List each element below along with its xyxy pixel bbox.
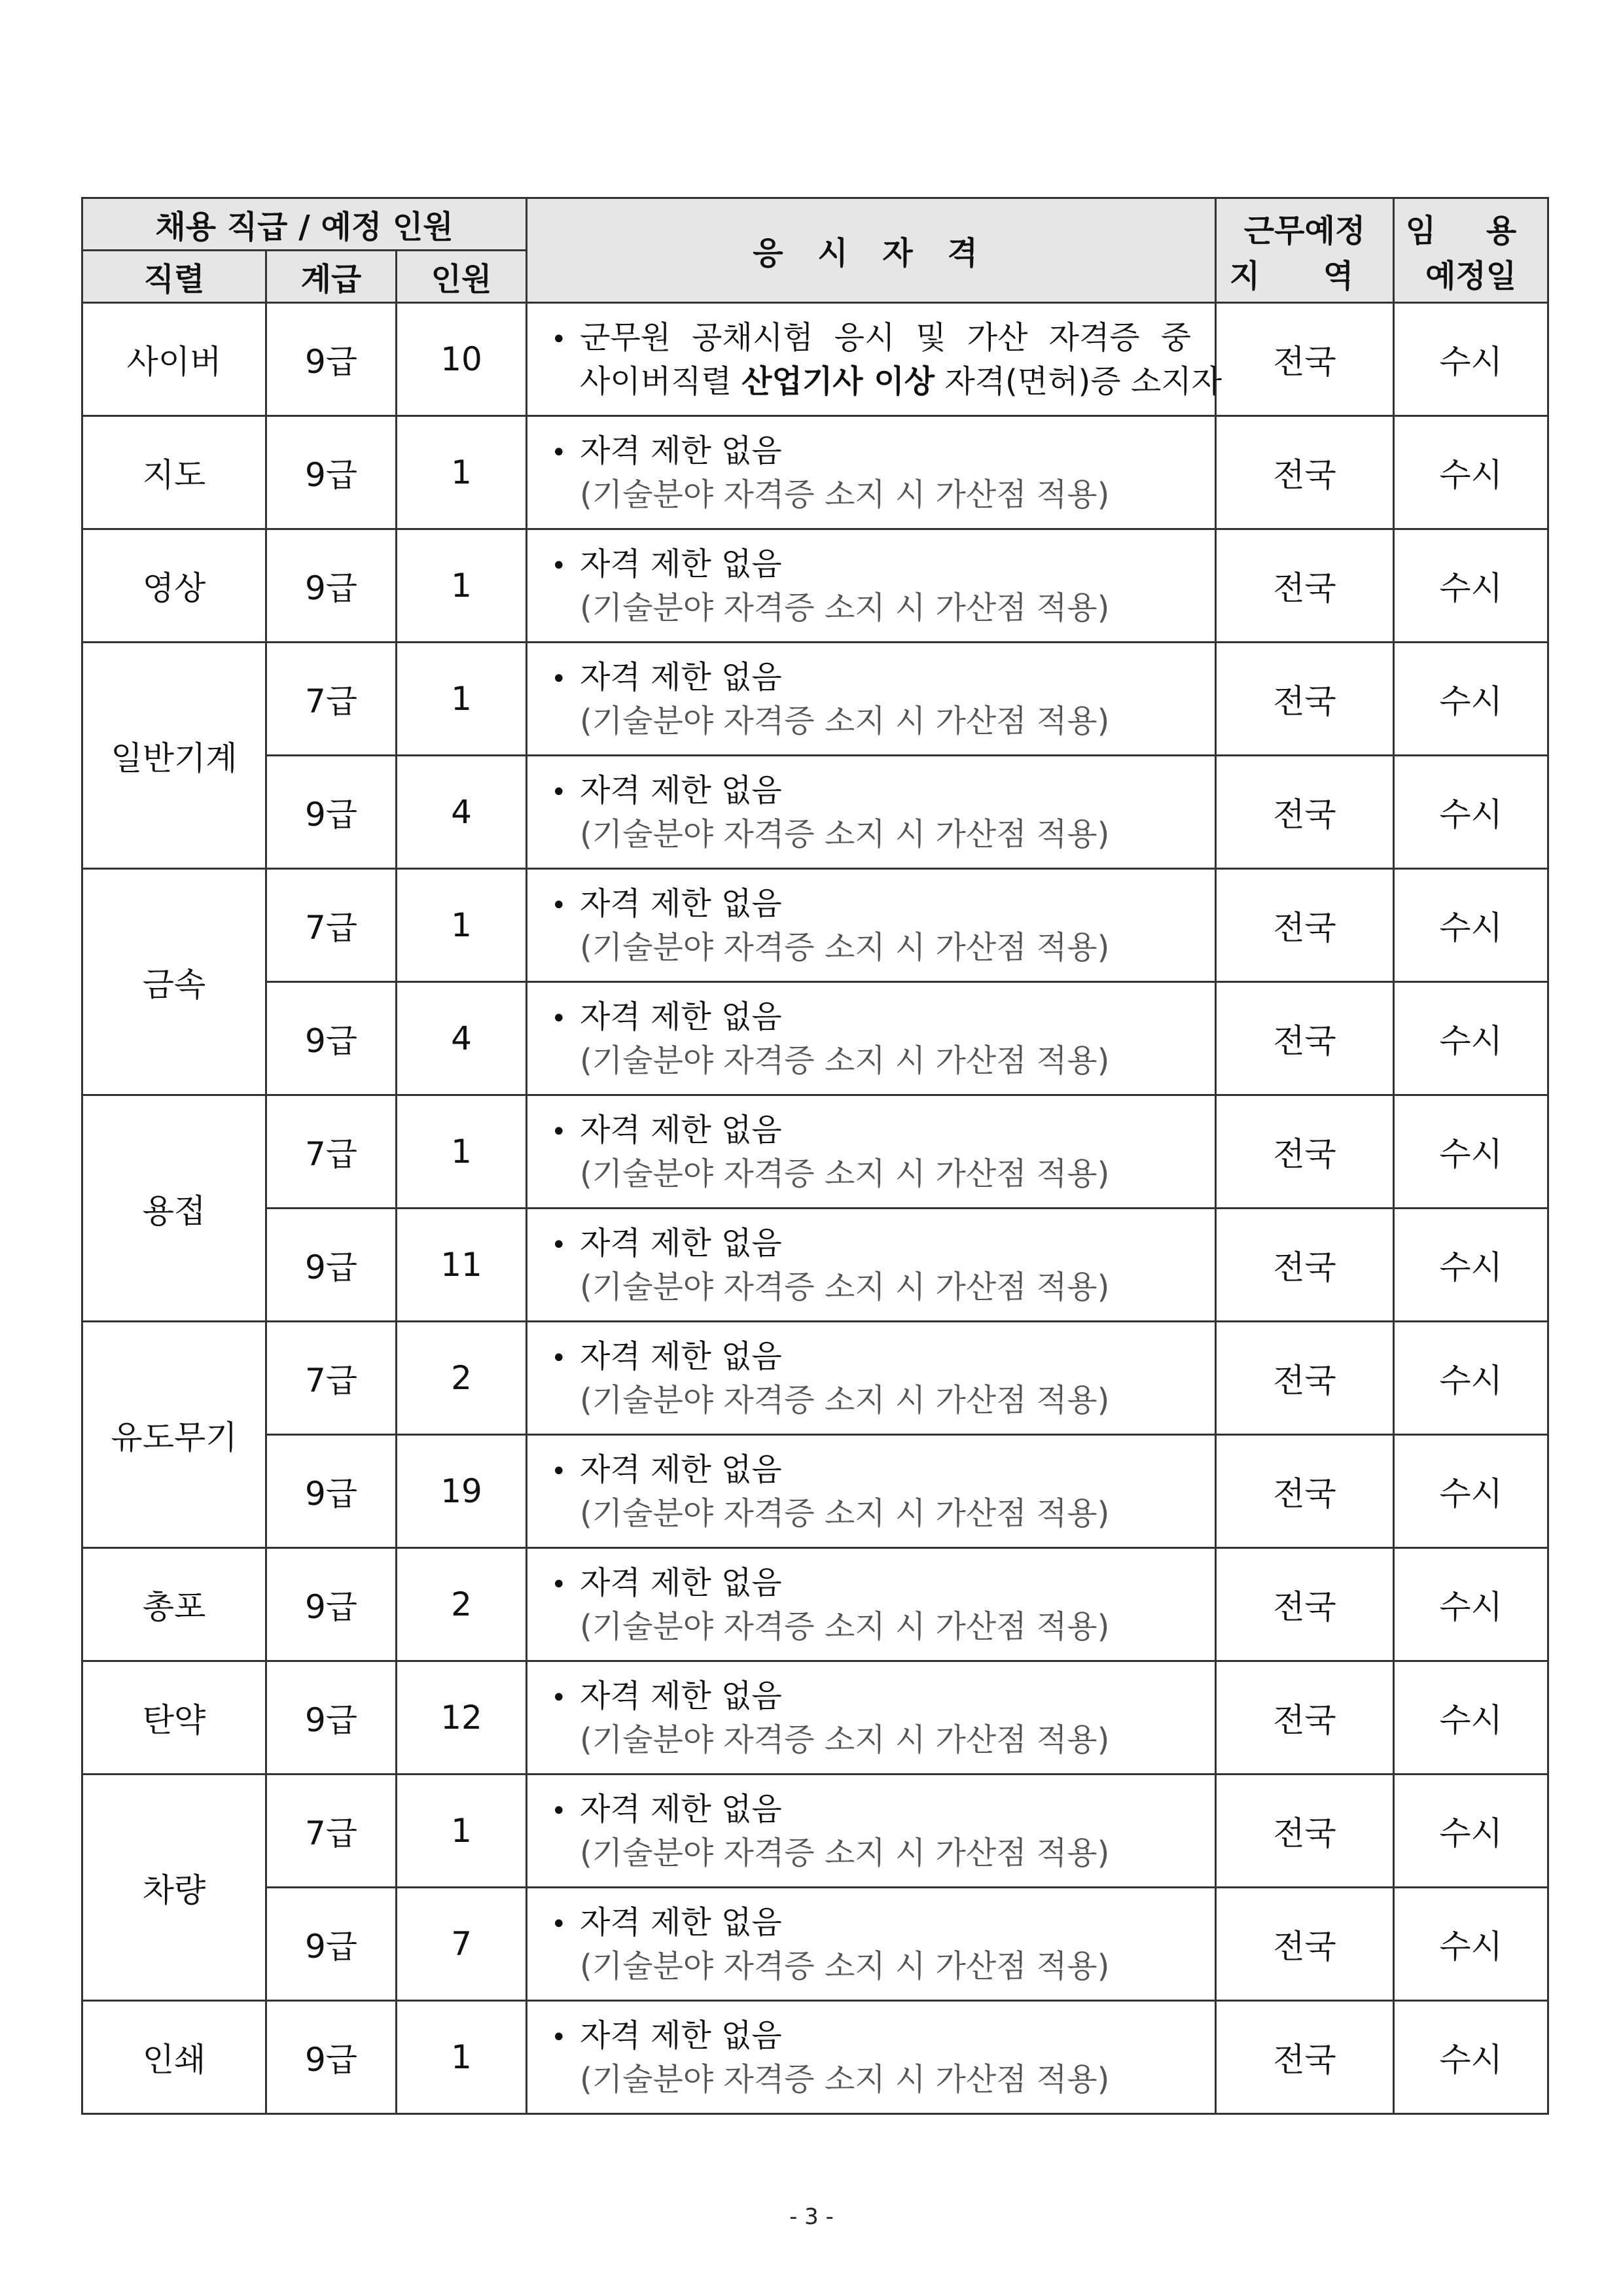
qual-text: 자격 제한 없음 xyxy=(580,658,782,696)
qualification-cell xyxy=(527,1095,1216,1209)
qual-note: (기술분야 자격증 소지 시 가산점 적용) xyxy=(580,1608,1110,1645)
grade-cell: 9급 xyxy=(266,756,397,869)
date-cell: 수시 xyxy=(1394,1209,1548,1322)
region-cell: 전국 xyxy=(1216,529,1394,643)
qual-line xyxy=(551,656,1191,700)
region-cell: 전국 xyxy=(1216,756,1394,869)
header-grade: 계급 xyxy=(266,251,397,303)
table-row xyxy=(82,2001,1548,2114)
series-cell: 총포 xyxy=(82,1548,266,1661)
qual-note: (기술분야 자격증 소지 시 가산점 적용) xyxy=(580,476,1110,513)
qual-text: 자격 제한 없음 xyxy=(580,998,782,1035)
bullet-icon: • xyxy=(551,324,567,355)
series-cell: 유도무기 xyxy=(82,1322,266,1548)
count-cell: 12 xyxy=(397,1661,527,1775)
date-cell: 수시 xyxy=(1394,2001,1548,2114)
grade-cell: 9급 xyxy=(266,1435,397,1548)
qual-text: 자격 제한 없음 xyxy=(580,2017,782,2054)
date-cell: 수시 xyxy=(1394,1322,1548,1435)
qual-text: 자격 제한 없음 xyxy=(580,1790,782,1828)
header-region-line2: 지 역 xyxy=(1229,257,1380,294)
qual-note: (기술분야 자격증 소지 시 가산점 적용) xyxy=(580,1268,1110,1305)
header-count: 인원 xyxy=(397,251,527,303)
qualification-cell xyxy=(527,1661,1216,1775)
count-cell: 2 xyxy=(397,1548,527,1661)
region-cell: 전국 xyxy=(1216,1888,1394,2001)
grade-cell: 9급 xyxy=(266,529,397,643)
date-cell: 수시 xyxy=(1394,756,1548,869)
qual-note: (기술분야 자격증 소지 시 가산점 적용) xyxy=(580,589,1110,626)
qual-line xyxy=(551,543,1191,587)
qual-text: 자격 제한 없음 xyxy=(580,432,782,469)
qual-note: (기술분야 자격증 소지 시 가산점 적용) xyxy=(580,1155,1110,1192)
table-row xyxy=(82,1209,1548,1322)
qualification-cell xyxy=(527,756,1216,869)
bullet-icon: • xyxy=(551,1569,567,1600)
qualification-cell xyxy=(527,1209,1216,1322)
qualification-cell xyxy=(527,869,1216,982)
qual-line xyxy=(551,1562,1191,1606)
header-date-line2: 예정일 xyxy=(1425,257,1517,294)
count-cell: 10 xyxy=(397,303,527,416)
date-cell: 수시 xyxy=(1394,529,1548,643)
bullet-icon: • xyxy=(551,2022,567,2053)
region-cell: 전국 xyxy=(1216,1775,1394,1888)
header-date xyxy=(1394,198,1548,303)
bullet-icon: • xyxy=(551,663,567,694)
cyber-qual-line2-bold: 산업기사 이상 xyxy=(741,362,935,400)
date-cell: 수시 xyxy=(1394,1435,1548,1548)
grade-cell: 7급 xyxy=(266,1775,397,1888)
series-cell: 영상 xyxy=(82,529,266,643)
grade-cell: 9급 xyxy=(266,1209,397,1322)
qualification-cell xyxy=(527,416,1216,529)
qualification-cell xyxy=(527,1435,1216,1548)
series-cell: 용접 xyxy=(82,1095,266,1322)
grade-cell: 9급 xyxy=(266,1548,397,1661)
qual-text: 자격 제한 없음 xyxy=(580,1564,782,1601)
grade-cell: 9급 xyxy=(266,1661,397,1775)
table-row xyxy=(82,529,1548,643)
qual-note: (기술분야 자격증 소지 시 가산점 적용) xyxy=(580,1042,1110,1079)
count-cell: 11 xyxy=(397,1209,527,1322)
count-cell: 1 xyxy=(397,1095,527,1209)
qualification-cell xyxy=(527,303,1222,416)
qual-line xyxy=(551,996,1191,1040)
date-cell: 수시 xyxy=(1394,869,1548,982)
table-row xyxy=(82,1435,1548,1548)
bullet-icon: • xyxy=(551,437,567,468)
region-cell: 전국 xyxy=(1216,1209,1394,1322)
qual-note: (기술분야 자격증 소지 시 가산점 적용) xyxy=(580,928,1110,966)
qual-text: 자격 제한 없음 xyxy=(580,1224,782,1262)
header-qualification: 응 시 자 격 xyxy=(527,198,1216,303)
series-cell: 금속 xyxy=(82,869,266,1095)
qual-line xyxy=(551,1109,1191,1153)
count-cell: 1 xyxy=(397,869,527,982)
cyber-qual-line2-pre: 사이버직렬 xyxy=(580,362,742,400)
date-cell: 수시 xyxy=(1394,1548,1548,1661)
qualification-cell xyxy=(527,1888,1216,2001)
grade-cell: 7급 xyxy=(266,643,397,756)
qualification-cell xyxy=(527,643,1216,756)
bullet-icon: • xyxy=(551,1229,567,1260)
region-cell: 전국 xyxy=(1216,1661,1394,1775)
count-cell: 19 xyxy=(397,1435,527,1548)
grade-cell: 9급 xyxy=(266,303,397,416)
qual-note: (기술분야 자격증 소지 시 가산점 적용) xyxy=(580,702,1110,739)
qualification-cell xyxy=(527,529,1216,643)
qualification-cell xyxy=(527,982,1216,1095)
region-cell: 전국 xyxy=(1216,1548,1394,1661)
cyber-qual-line2-post: 자격(면허)증 소지자 xyxy=(935,362,1222,400)
region-cell: 전국 xyxy=(1216,869,1394,982)
table-row xyxy=(82,982,1548,1095)
qual-text: 자격 제한 없음 xyxy=(580,1677,782,1714)
qual-text: 자격 제한 없음 xyxy=(580,1337,782,1375)
qual-text: 자격 제한 없음 xyxy=(580,1903,782,1941)
grade-cell: 9급 xyxy=(266,2001,397,2114)
count-cell: 1 xyxy=(397,1775,527,1888)
recruitment-table-container xyxy=(81,197,1547,2115)
page-number: - 3 - xyxy=(789,2204,834,2230)
grade-cell: 9급 xyxy=(266,416,397,529)
header-row-top xyxy=(82,198,1548,251)
table-row xyxy=(82,1888,1548,2001)
qual-text: 자격 제한 없음 xyxy=(580,545,782,582)
table-row xyxy=(82,416,1548,529)
qual-line xyxy=(551,1675,1191,1719)
qual-line xyxy=(551,769,1191,813)
series-cell: 일반기계 xyxy=(82,643,266,869)
header-region-line1: 근무예정 xyxy=(1243,212,1366,249)
date-cell: 수시 xyxy=(1394,1888,1548,2001)
bullet-icon: • xyxy=(551,1456,567,1487)
table-row xyxy=(82,1548,1548,1661)
date-cell: 수시 xyxy=(1394,643,1548,756)
cyber-qual-line2 xyxy=(551,361,1222,402)
qual-note: (기술분야 자격증 소지 시 가산점 적용) xyxy=(580,815,1110,853)
date-cell: 수시 xyxy=(1394,1775,1548,1888)
grade-cell: 7급 xyxy=(266,1095,397,1209)
qual-note: (기술분야 자격증 소지 시 가산점 적용) xyxy=(580,2060,1110,2098)
region-cell: 전국 xyxy=(1216,982,1394,1095)
bullet-icon: • xyxy=(551,777,567,807)
count-cell: 4 xyxy=(397,756,527,869)
qual-line xyxy=(551,883,1191,927)
qual-note: (기술분야 자격증 소지 시 가산점 적용) xyxy=(580,1494,1110,1532)
qual-note: (기술분야 자격증 소지 시 가산점 적용) xyxy=(580,1834,1110,1871)
bullet-icon: • xyxy=(551,1343,567,1373)
qualification-cell xyxy=(527,1322,1216,1435)
bullet-icon: • xyxy=(551,1795,567,1826)
series-cell: 지도 xyxy=(82,416,266,529)
bullet-icon: • xyxy=(551,1909,567,1939)
cyber-qual-line1-text: 군무원 공채시험 응시 및 가산 자격증 중 xyxy=(580,319,1192,356)
header-region xyxy=(1216,198,1394,303)
bullet-icon: • xyxy=(551,1682,567,1713)
series-cell: 사이버 xyxy=(82,303,266,416)
table-row xyxy=(82,1775,1548,1888)
table-row xyxy=(82,1661,1548,1775)
date-cell: 수시 xyxy=(1394,416,1548,529)
region-cell: 전국 xyxy=(1216,1095,1394,1209)
date-cell: 수시 xyxy=(1394,982,1548,1095)
header-date-line1: 임 용 xyxy=(1405,212,1537,249)
count-cell: 1 xyxy=(397,2001,527,2114)
grade-cell: 9급 xyxy=(266,1888,397,2001)
count-cell: 1 xyxy=(397,643,527,756)
count-cell: 1 xyxy=(397,416,527,529)
qual-note: (기술분야 자격증 소지 시 가산점 적용) xyxy=(580,1721,1110,1758)
qual-line xyxy=(551,1901,1191,1945)
table-row xyxy=(82,1095,1548,1209)
grade-cell: 7급 xyxy=(266,1322,397,1435)
table-row xyxy=(82,1322,1548,1435)
table-row xyxy=(82,643,1548,756)
recruitment-table xyxy=(81,197,1549,2115)
table-row xyxy=(82,756,1548,869)
date-cell: 수시 xyxy=(1394,303,1548,416)
date-cell: 수시 xyxy=(1394,1095,1548,1209)
table-row xyxy=(82,869,1548,982)
table-row xyxy=(82,303,1548,416)
qualification-cell xyxy=(527,1775,1216,1888)
bullet-icon: • xyxy=(551,1116,567,1147)
qual-text: 자격 제한 없음 xyxy=(580,1111,782,1148)
header-group: 채용 직급 / 예정 인원 xyxy=(82,198,527,251)
qualification-cell xyxy=(527,2001,1216,2114)
region-cell: 전국 xyxy=(1216,1322,1394,1435)
qual-note: (기술분야 자격증 소지 시 가산점 적용) xyxy=(580,1381,1110,1419)
qual-text: 자격 제한 없음 xyxy=(580,885,782,922)
qual-text: 자격 제한 없음 xyxy=(580,1451,782,1488)
grade-cell: 9급 xyxy=(266,982,397,1095)
count-cell: 1 xyxy=(397,529,527,643)
series-cell: 탄약 xyxy=(82,1661,266,1775)
qualification-cell xyxy=(527,1548,1216,1661)
region-cell: 전국 xyxy=(1216,643,1394,756)
cyber-qual-line1 xyxy=(551,317,1191,361)
qual-line xyxy=(551,2015,1191,2058)
series-cell: 차량 xyxy=(82,1775,266,2001)
qual-line xyxy=(551,1788,1191,1832)
date-cell: 수시 xyxy=(1394,1661,1548,1775)
qual-line xyxy=(551,1222,1191,1266)
grade-cell: 7급 xyxy=(266,869,397,982)
header-series: 직렬 xyxy=(82,251,266,303)
qual-text: 자격 제한 없음 xyxy=(580,771,782,809)
bullet-icon: • xyxy=(551,1003,567,1034)
qual-line xyxy=(551,430,1191,474)
bullet-icon: • xyxy=(551,550,567,581)
count-cell: 4 xyxy=(397,982,527,1095)
region-cell: 전국 xyxy=(1216,416,1394,529)
bullet-icon: • xyxy=(551,890,567,921)
qual-line xyxy=(551,1335,1191,1379)
region-cell: 전국 xyxy=(1216,2001,1394,2114)
series-cell: 인쇄 xyxy=(82,2001,266,2114)
region-cell: 전국 xyxy=(1216,303,1394,416)
count-cell: 7 xyxy=(397,1888,527,2001)
qual-line xyxy=(551,1449,1191,1492)
qual-note: (기술분야 자격증 소지 시 가산점 적용) xyxy=(580,1947,1110,1985)
count-cell: 2 xyxy=(397,1322,527,1435)
region-cell: 전국 xyxy=(1216,1435,1394,1548)
